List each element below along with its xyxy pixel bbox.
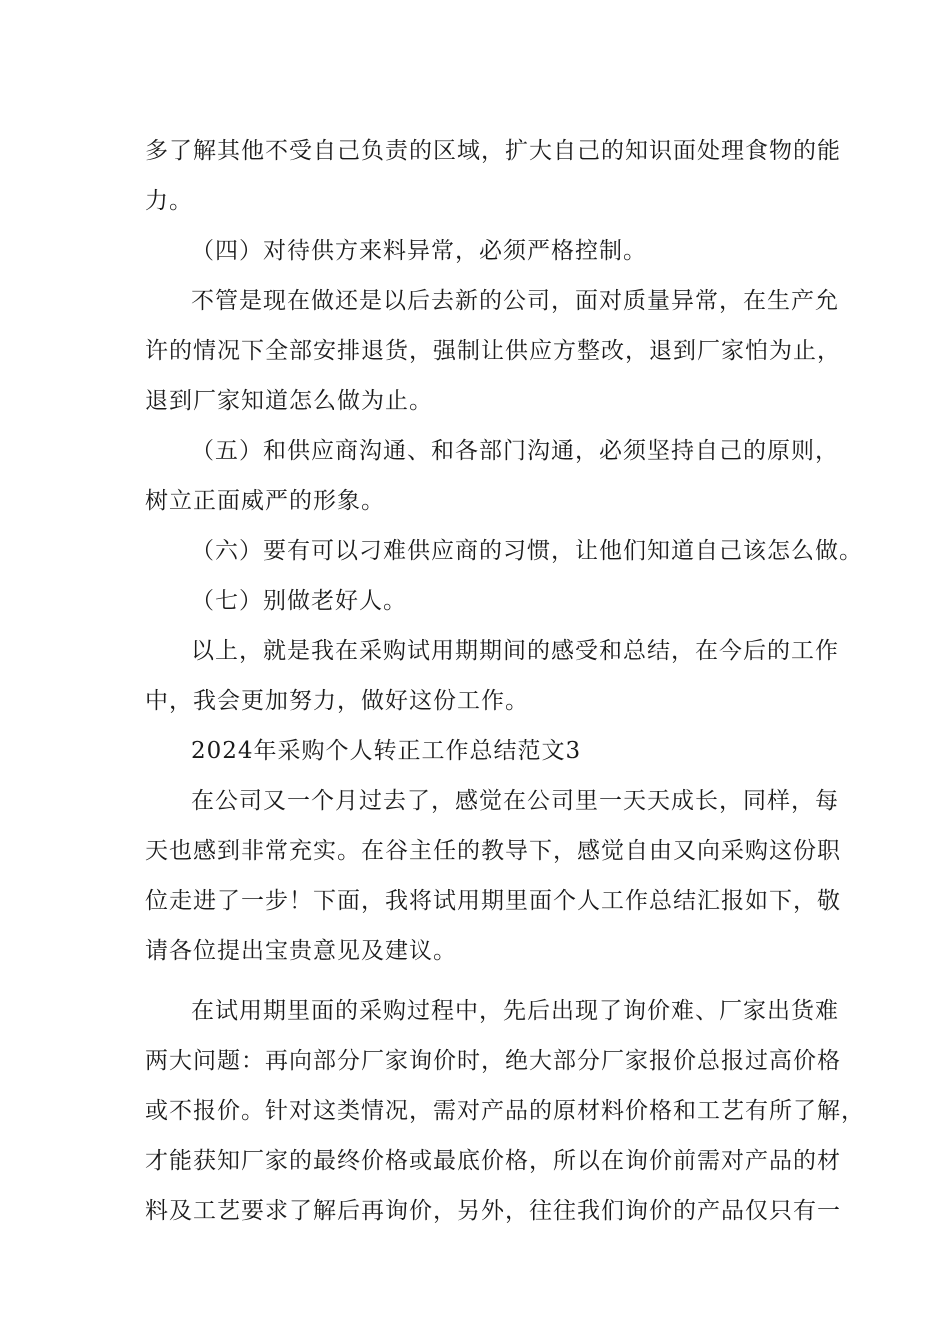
text-line: 两大问题：再向部分厂家询价时，绝大部分厂家报价总报过高价格 [145, 1048, 841, 1074]
text-line: 料及工艺要求了解后再询价，另外，往往我们询价的产品仅只有一 [145, 1198, 841, 1224]
text-line: 才能获知厂家的最终价格或最底价格，所以在询价前需对产品的材 [145, 1148, 841, 1174]
text-line: 以上，就是我在采购试用期期间的感受和总结，在今后的工作 [191, 638, 839, 664]
text-line: （五）和供应商沟通、和各部门沟通，必须坚持自己的原则， [191, 438, 839, 464]
text-line: 在公司又一个月过去了，感觉在公司里一天天成长，同样，每 [191, 788, 839, 814]
text-line: 许的情况下全部安排退货，强制让供应方整改，退到厂家怕为止， [145, 338, 841, 364]
text-line: 中，我会更加努力，做好这份工作。 [145, 688, 529, 714]
text-line: （六）要有可以刁难供应商的习惯，让他们知道自己该怎么做。 [191, 538, 863, 564]
text-line: （四）对待供方来料异常，必须严格控制。 [191, 238, 647, 264]
text-line: 位走进了一步！下面，我将试用期里面个人工作总结汇报如下，敬 [145, 888, 841, 914]
text-line: 不管是现在做还是以后去新的公司，面对质量异常，在生产允 [191, 288, 839, 314]
text-line: 在试用期里面的采购过程中，先后出现了询价难、厂家出货难 [191, 998, 839, 1024]
text-line: （七）别做老好人。 [191, 588, 407, 614]
section-heading: 2024年采购个人转正工作总结范文3 [191, 738, 582, 764]
text-line: 树立正面威严的形象。 [145, 488, 385, 514]
text-line: 力。 [145, 188, 193, 214]
text-line: 退到厂家知道怎么做为止。 [145, 388, 433, 414]
text-line: 或不报价。针对这类情况，需对产品的原材料价格和工艺有所了解， [145, 1098, 865, 1124]
text-line: 天也感到非常充实。在谷主任的教导下，感觉自由又向采购这份职 [145, 838, 841, 864]
text-line: 多了解其他不受自己负责的区域，扩大自己的知识面处理食物的能 [145, 138, 841, 164]
text-line: 请各位提出宝贵意见及建议。 [145, 938, 457, 964]
